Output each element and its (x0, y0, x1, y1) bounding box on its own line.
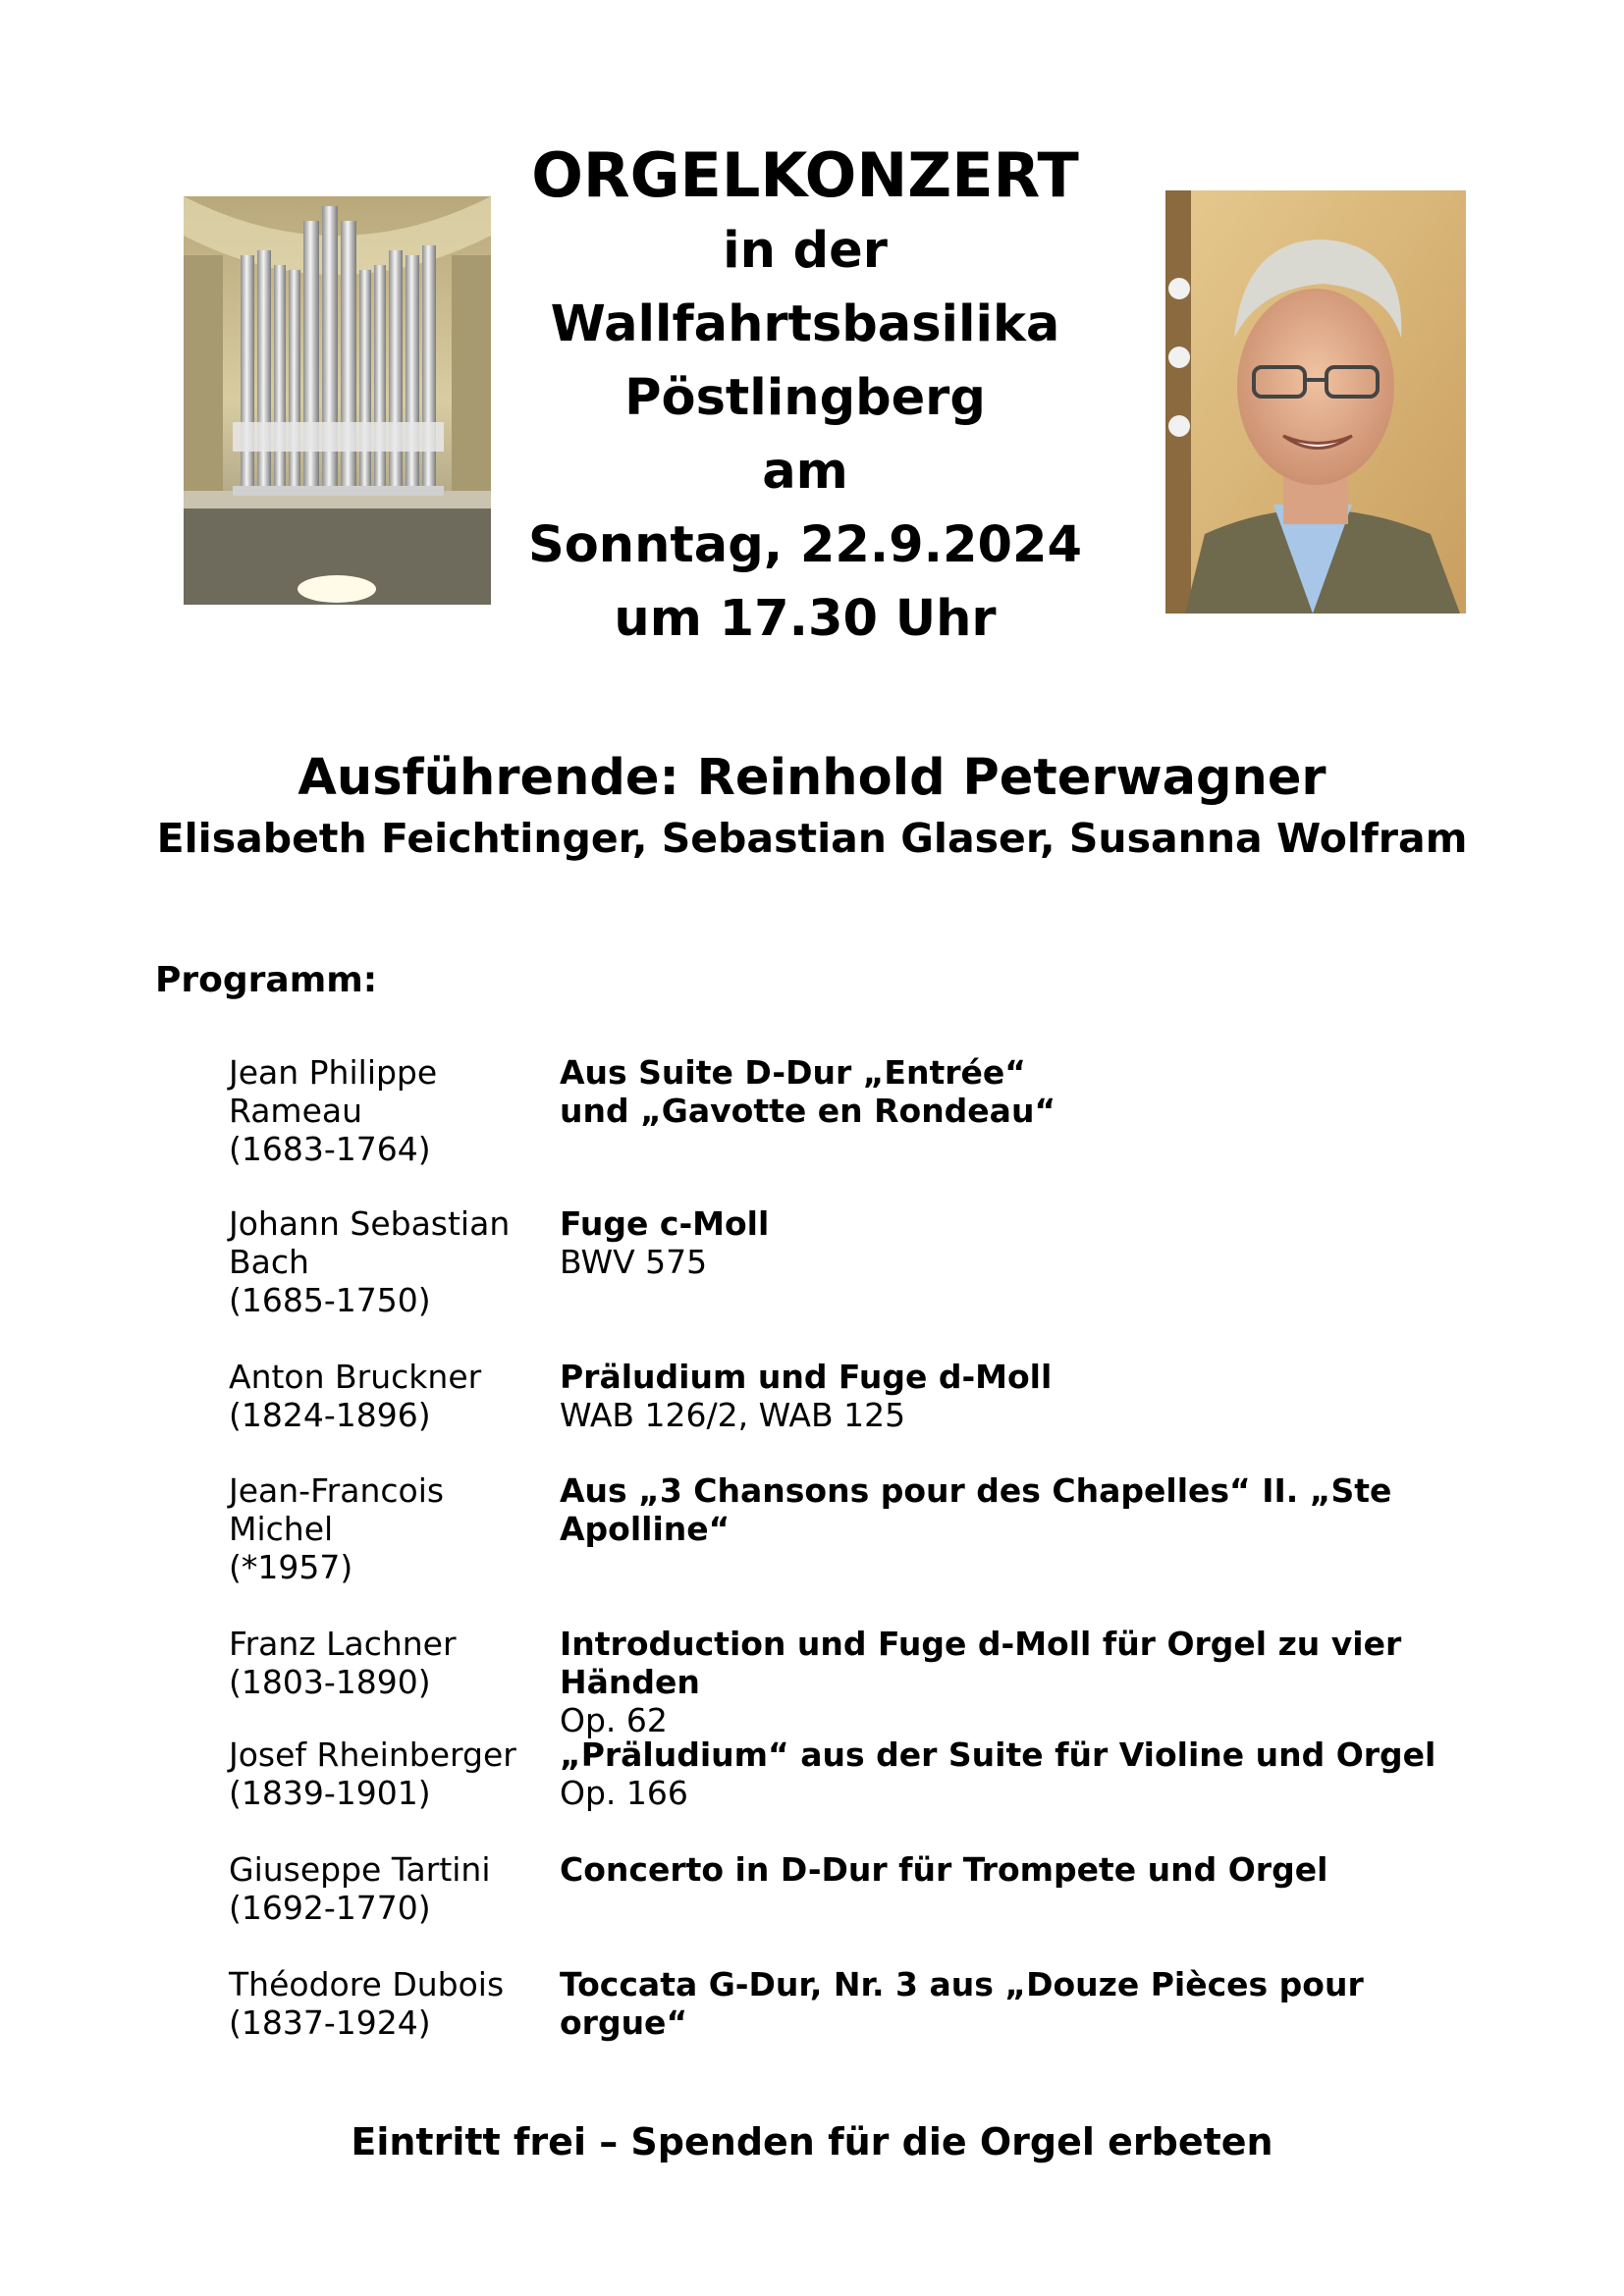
work (560, 1965, 1463, 2042)
work-detail: BWV 575 (560, 1243, 708, 1281)
composer-line: Théodore Dubois (229, 1965, 505, 2003)
composer-line: Bach (229, 1243, 309, 1281)
work-title: Toccata G-Dur, Nr. 3 aus „Douze Pièces pour orgue“ (560, 1965, 1364, 2042)
title-line-am: am (762, 443, 848, 501)
work-title: Aus Suite D-Dur „Entrée“ (560, 1053, 1026, 1092)
composer-line: Anton Bruckner (229, 1358, 482, 1396)
composer-line: Josef Rheinberger (229, 1735, 516, 1774)
time-line: um 17.30 Uhr (614, 590, 997, 648)
composer (229, 1204, 553, 1319)
composer-line: Michel (229, 1510, 334, 1548)
composer-dates: (1803-1890) (229, 1663, 431, 1701)
work-title: Präludium und Fuge d-Moll (560, 1358, 1053, 1396)
composer-dates: (1839-1901) (229, 1774, 431, 1812)
work-detail: Op. 166 (560, 1774, 688, 1812)
title-block (501, 137, 1110, 656)
composer (229, 1625, 553, 1701)
program-heading: Programm: (155, 960, 378, 1000)
work (560, 1358, 1463, 1434)
location-line: Pöstlingberg (624, 369, 986, 427)
work-title: „Präludium“ aus der Suite für Violine und Orgel (560, 1735, 1436, 1774)
main-performer: Ausführende: Reinhold Peterwagner (298, 749, 1326, 807)
work-title: Aus „3 Chansons pour des Chapelles“ II. „Ste (560, 1471, 1392, 1510)
composer-dates: (1685-1750) (229, 1281, 431, 1319)
composer-dates: (1692-1770) (229, 1889, 431, 1927)
composer-dates: (1824-1896) (229, 1396, 431, 1434)
composer (229, 1471, 553, 1586)
composer-line: Franz Lachner (229, 1625, 457, 1663)
work-title: Apolline“ (560, 1510, 731, 1548)
composer (229, 1965, 553, 2042)
venue-line: Wallfahrtsbasilika (550, 295, 1060, 353)
other-performers: Elisabeth Feichtinger, Sebastian Glaser, Susanna Wolfram (156, 815, 1468, 862)
work-title: Fuge c-Moll (560, 1204, 770, 1243)
composer-line: Johann Sebastian (229, 1204, 511, 1243)
concert-title: ORGELKONZERT (531, 139, 1079, 211)
work (560, 1735, 1463, 1812)
composer (229, 1358, 553, 1434)
composer (229, 1850, 553, 1927)
work-title: Introduction und Fuge d-Moll für Orgel zu vier Händen (560, 1625, 1402, 1701)
composer-dates: (1837-1924) (229, 2003, 431, 2042)
title-line-in-der: in der (723, 222, 888, 280)
composer-dates: (1683-1764) (229, 1130, 431, 1168)
work (560, 1204, 1463, 1281)
work-detail: WAB 126/2, WAB 125 (560, 1396, 906, 1434)
work-title: und „Gavotte en Rondeau“ (560, 1092, 1056, 1130)
composer (229, 1735, 553, 1812)
work (560, 1625, 1463, 1739)
composer-dates: (*1957) (229, 1548, 353, 1586)
composer-line: Rameau (229, 1092, 363, 1130)
date-line: Sonntag, 22.9.2024 (528, 516, 1082, 574)
work (560, 1850, 1463, 1889)
performer-portrait (1165, 190, 1466, 614)
work (560, 1471, 1463, 1548)
footer-note: Eintritt frei – Spenden für die Orgel erbeten (351, 2120, 1273, 2163)
composer-line: Giuseppe Tartini (229, 1850, 491, 1889)
organ-photo (184, 196, 491, 605)
composer-line: Jean-Francois (229, 1471, 445, 1510)
composer-line: Jean Philippe (229, 1053, 438, 1092)
work (560, 1053, 1463, 1130)
composer (229, 1053, 553, 1168)
performers-section (0, 744, 1624, 864)
work-detail: Op. 62 (560, 1701, 668, 1739)
work-title: Concerto in D-Dur für Trompete und Orgel (560, 1850, 1328, 1889)
